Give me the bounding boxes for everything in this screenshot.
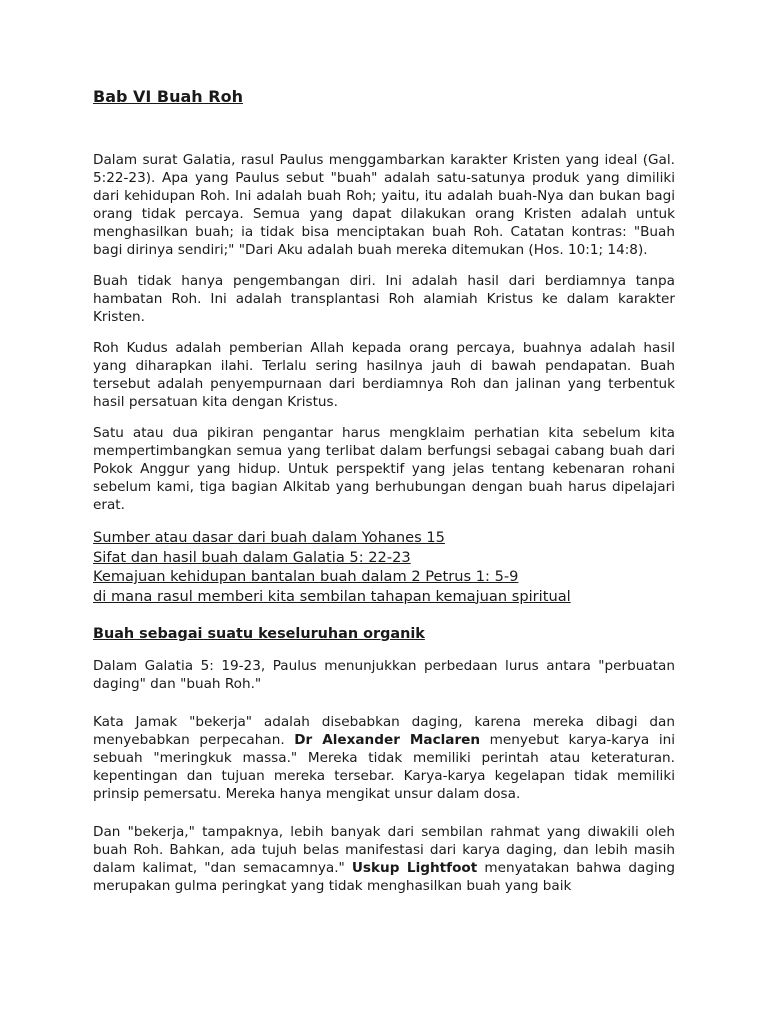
paragraph-5: Dalam Galatia 5: 19-23, Paulus menunjukkan perbedaan lurus antara "perbuatan daging" dan "buah Roh." <box>93 658 675 692</box>
paragraph-4: Satu atau dua pikiran pengantar harus mengklaim perhatian kita sebelum kita mempertimbangkan semua yang terlibat dalam berfungsi sebagai cabang buah dari Pokok Anggur yang hidup. Untuk perspektif yang jelas tentang kebenaran rohani sebelum kami, tiga bagian Alkitab yang berhubungan dengan buah harus dipelajari erat. <box>93 425 675 513</box>
link-item[interactable]: Sumber atau dasar dari buah dalam Yohanes 15 <box>93 529 445 546</box>
link-item[interactable]: di mana rasul memberi kita sembilan tahapan kemajuan spiritual <box>93 587 571 605</box>
author-name-lightfoot: Uskup Lightfoot <box>351 860 478 876</box>
paragraph-intro: Dalam surat Galatia, rasul Paulus menggambarkan karakter Kristen yang ideal (Gal. 5:22-23). Apa yang Paulus sebut "buah" adalah satu-satunya produk yang dimiliki dari kehidupan Roh. Ini adalah buah Roh; yaitu, itu adalah buah-Nya dan bukan bagi orang tidak percaya. Semua yang dapat dilakukan orang Kristen adalah untuk menghasilkan buah; ia tidak bisa menciptakan buah Roh. Catatan kontras: "Buah bagi dirinya sendiri;" "Dari Aku adalah buah mereka ditemukan (Hos. 10:1; 14:8). <box>93 152 675 258</box>
paragraph-6-text-a: Kata Jamak "bekerja" adalah disebabkan daging, karena mereka dibagi dan menyebabkan perpecahan. <box>93 714 675 748</box>
author-name-maclaren: Dr Alexander Maclaren <box>294 732 481 748</box>
link-item[interactable]: Sifat dan hasil buah dalam Galatia 5: 22-23 <box>93 548 411 566</box>
scripture-link-list <box>93 528 675 606</box>
paragraph-6 <box>93 713 675 803</box>
paragraph-7 <box>93 823 675 895</box>
link-item[interactable]: Kemajuan kehidupan bantalan buah dalam 2 Petrus 1: 5-9 <box>93 568 519 585</box>
paragraph-6-text-b: menyebut karya-karya ini sebuah "meringkuk massa." Mereka tidak memiliki perintah atau keteraturan. kepentingan dan tujuan mereka tersebar. Karya-karya kegelapan tidak memiliki prinsip pemersatu. Mereka hanya mengikat unsur dalam dosa. <box>93 732 675 802</box>
paragraph-7-text-b: menyatakan bahwa daging merupakan gulma peringkat yang tidak menghasilkan buah yang baik <box>93 860 675 894</box>
paragraph-3: Roh Kudus adalah pemberian Allah kepada orang percaya, buahnya adalah hasil yang diharapkan ilahi. Terlalu sering hasilnya jauh di bawah pendapatan. Buah tersebut adalah penyempurnaan dari berdiamnya Roh dan jalinan yang terbentuk hasil persatuan kita dengan Kristus. <box>93 340 675 410</box>
paragraph-2: Buah tidak hanya pengembangan diri. Ini adalah hasil dari berdiamnya tanpa hambatan Roh. Ini adalah transplantasi Roh alamiah Kristus ke dalam karakter Kristen. <box>93 273 675 325</box>
paragraph-7-text-a: Dan "bekerja," tampaknya, lebih banyak dari sembilan rahmat yang diwakili oleh buah Roh. Bahkan, ada tujuh belas manifestasi dari karya daging, dan lebih masih dalam kalimat, "dan semacamnya." <box>93 824 675 876</box>
section-heading: Buah sebagai suatu keseluruhan organik <box>93 626 425 642</box>
page-title: Bab VI Buah Roh <box>93 87 243 106</box>
